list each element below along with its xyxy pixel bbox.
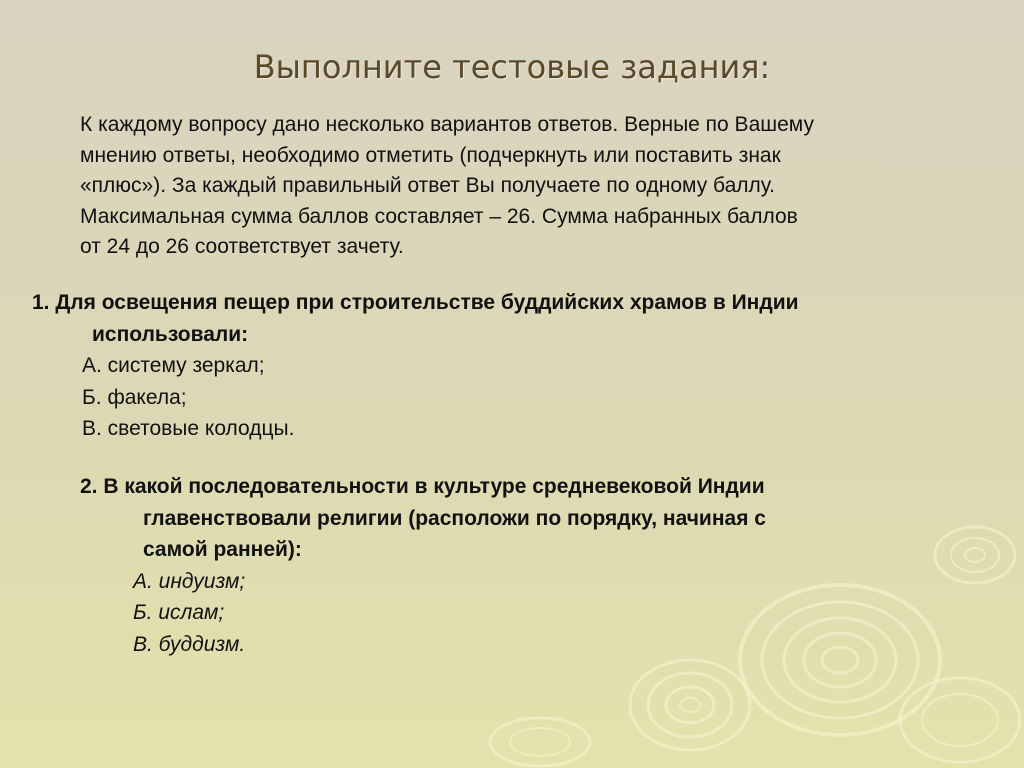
- instructions-line: Максимальная сумма баллов составляет – 26. Сумма набранных баллов: [80, 204, 798, 228]
- question-2-line: самой ранней):: [143, 538, 302, 561]
- question-1: [32, 287, 1012, 445]
- instructions-line: мнению ответы, необходимо отметить (подчеркнуть или поставить знак: [80, 143, 781, 167]
- question-1-line: использовали:: [92, 322, 249, 346]
- answer-option[interactable]: А. систему зеркал;: [82, 354, 265, 377]
- answer-option[interactable]: В. буддизм.: [133, 632, 246, 656]
- answer-option[interactable]: Б. ислам;: [133, 601, 225, 624]
- question-2-line: главенствовали религии (расположи по порядку, начиная с: [143, 506, 766, 530]
- question-1-text: [32, 287, 1012, 350]
- answer-option[interactable]: А. индуизм;: [133, 569, 246, 593]
- answer-option[interactable]: Б. факела;: [82, 385, 187, 409]
- slide-title: Выполните тестовые задания:: [253, 48, 771, 86]
- instructions-line: от 24 до 26 соответствует зачету.: [80, 235, 404, 258]
- question-2-text: [80, 471, 1000, 566]
- instructions-line: «плюс»). За каждый правильный ответ Вы получаете по одному баллу.: [80, 174, 776, 197]
- question-2: [80, 471, 1000, 660]
- question-2-line: 2. В какой последовательности в культуре средневековой Индии: [80, 475, 765, 498]
- question-1-line: 1. Для освещения пещер при строительстве буддийских храмов в Индии: [32, 291, 799, 314]
- instructions-paragraph: [80, 110, 1000, 263]
- instructions-line: К каждому вопросу дано несколько вариантов ответов. Верные по Вашему: [80, 113, 814, 136]
- answer-option[interactable]: В. световые колодцы.: [82, 417, 295, 440]
